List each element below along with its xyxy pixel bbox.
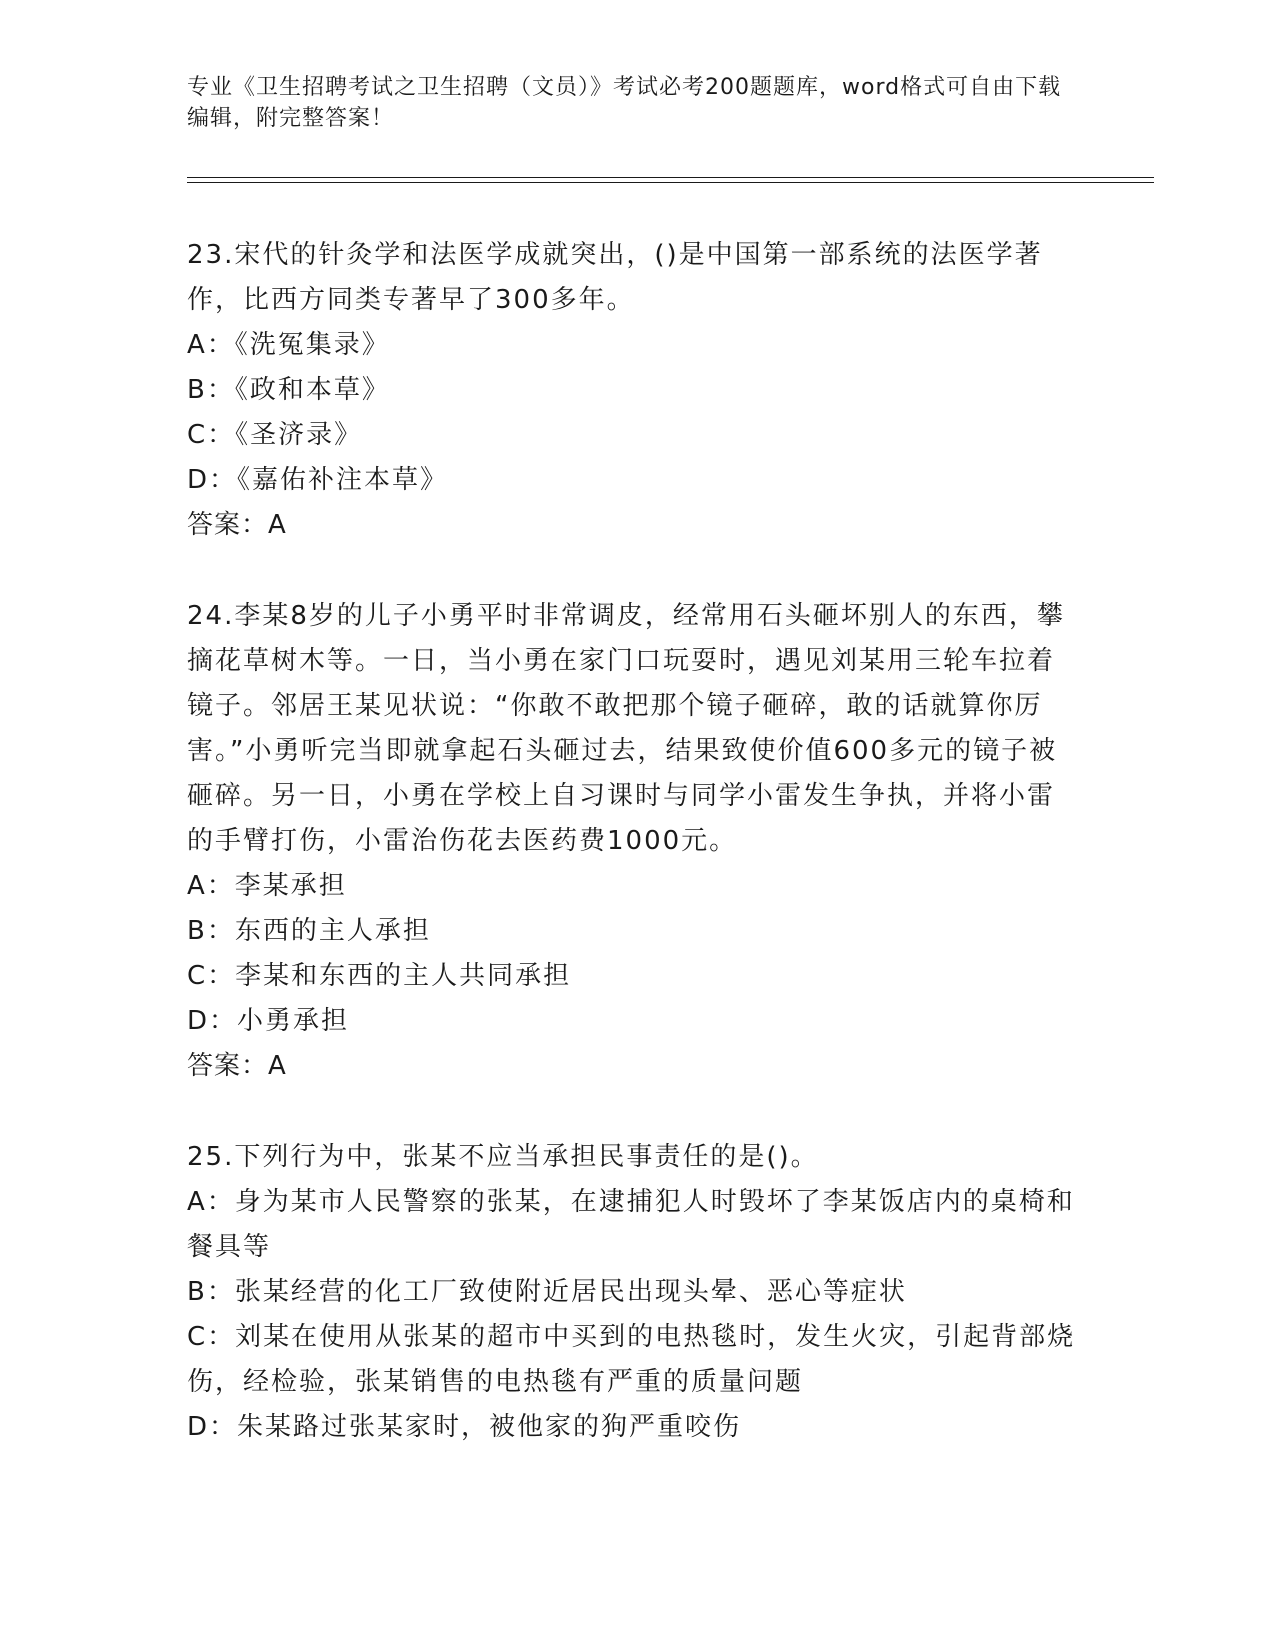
option-b: B：东西的主人承担 [187, 916, 431, 946]
option-b: B：张某经营的化工厂致使附近居民出现头晕、恶心等症状 [187, 1277, 907, 1307]
option-b: B：《政和本草》 [187, 375, 390, 405]
question-list [187, 233, 1077, 1496]
option-d: D：朱某路过张某家时，被他家的狗严重咬伤 [187, 1412, 742, 1442]
option-c: C：李某和东西的主人共同承担 [187, 961, 572, 991]
question-stem: 23.宋代的针灸学和法医学成就突出，()是中国第一部系统的法医学著作，比西方同类专著早了300多年。 [187, 240, 1043, 315]
option-c: C：刘某在使用从张某的超市中买到的电热毯时，发生火灾，引起背部烧伤，经检验，张某销售的电热毯有严重的质量问题 [187, 1322, 1076, 1397]
document-header: 专业《卫生招聘考试之卫生招聘（文员）》考试必考200题题库，word格式可自由下载编辑，附完整答案！ [187, 75, 1062, 131]
option-a: A：身为某市人民警察的张某，在逮捕犯人时毁坏了李某饭店内的桌椅和餐具等 [187, 1187, 1075, 1262]
header-divider-top [187, 177, 1154, 178]
question-23 [187, 233, 1077, 548]
question-stem: 25.下列行为中，张某不应当承担民事责任的是()。 [187, 1142, 819, 1172]
option-a: A：《洗冤集录》 [187, 330, 390, 360]
option-d: D：小勇承担 [187, 1006, 350, 1036]
option-c: C：《圣济录》 [187, 420, 363, 450]
question-stem: 24.李某8岁的儿子小勇平时非常调皮，经常用石头砸坏别人的东西，攀摘花草树木等。一日，当小勇在家门口玩耍时，遇见刘某用三轮车拉着镜子。邻居王某见状说：“你敢不敢把那个镜子砸碎，敢的话就算你厉害。”小勇听完当即就拿起石头砸过去，结果致使价值600多元的镜子被砸碎。另一日，小勇在学校上自习课时与同学小雷发生争执，并将小雷的手臂打伤，小雷治伤花去医药费1000元。 [187, 601, 1065, 856]
answer-label: 答案：A [187, 510, 287, 540]
header-divider-bottom [187, 182, 1154, 183]
question-24 [187, 594, 1077, 1089]
option-a: A：李某承担 [187, 871, 347, 901]
answer-label: 答案：A [187, 1051, 287, 1081]
option-d: D：《嘉佑补注本草》 [187, 465, 449, 495]
question-25 [187, 1135, 1077, 1450]
